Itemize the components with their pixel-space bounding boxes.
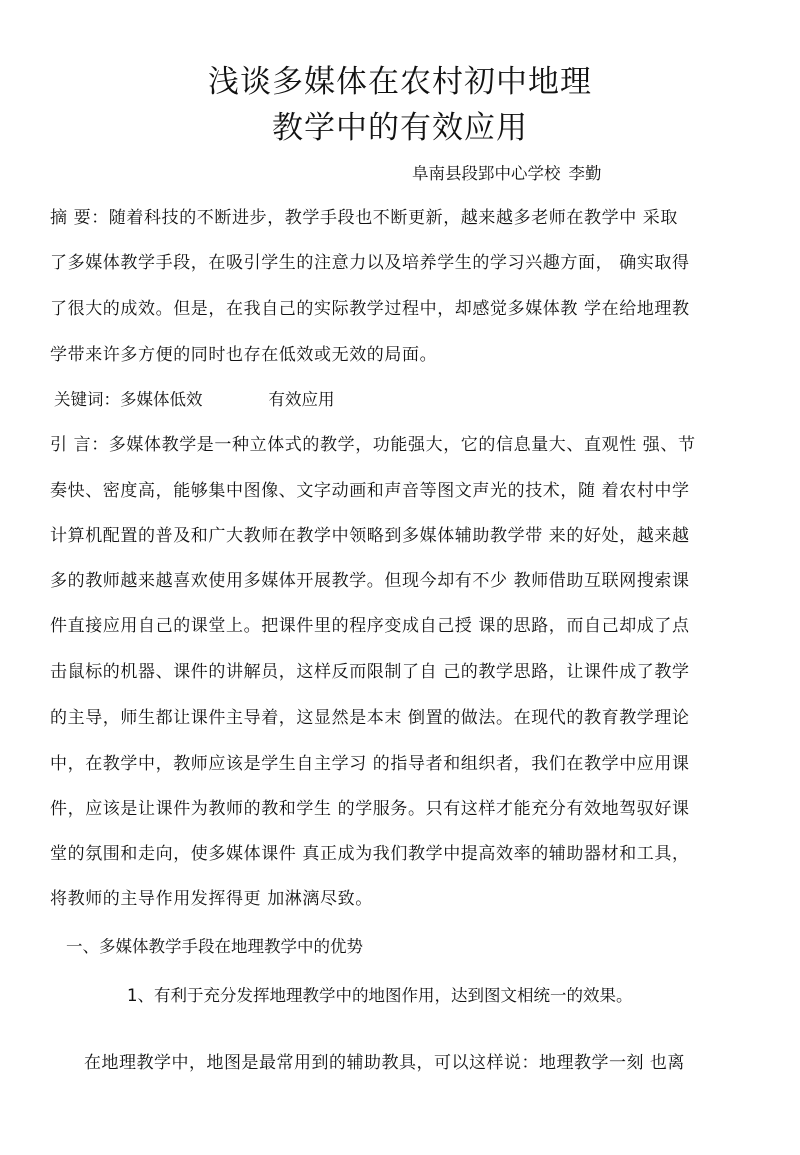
section-heading: 一、多媒体教学手段在地理教学中的优势 xyxy=(66,937,363,956)
intro-line: 的主导，师生都让课件主导着，这显然是本末 倒置的做法。在现代的教育教学理论 xyxy=(50,708,690,728)
intro-line: 引 言：多媒体教学是一种立体式的教学，功能强大，它的信息量大、直观性 强、节 xyxy=(50,435,696,455)
keywords-line xyxy=(54,386,335,410)
intro-line: 件，应该是让课件为教师的教和学生 的学服务。只有这样才能充分有效地驾驭好课 xyxy=(50,799,690,819)
intro-line: 多的教师越来越喜欢使用多媒体开展教学。但现今却有不少 教师借助互联网搜索课 xyxy=(50,571,690,591)
body-paragraph: 在地理教学中，地图是最常用到的辅助教具，可以这样说：地理教学一刻 也离 xyxy=(84,1053,685,1073)
intro-line: 件直接应用自己的课堂上。把课件里的程序变成自己授 课的思路，而自己却成了点 xyxy=(50,616,690,636)
intro-line: 击鼠标的机器、课件的讲解员，这样反而限制了自 己的教学思路，让课件成了教学 xyxy=(50,662,690,682)
keywords-label: 关键词：多媒体低效 xyxy=(54,390,203,409)
author-school: 阜南县段郢中心学校 xyxy=(412,164,561,183)
intro-line: 计算机配置的普及和广大教师在教学中领略到多媒体辅助教学带 来的好处，越来越 xyxy=(50,526,690,546)
subsection-heading: 1、有利于充分发挥地理教学中的地图作用，达到图文相统一的效果。 xyxy=(127,986,633,1005)
abstract-line: 了多媒体教学手段，在吸引学生的注意力以及培养学生的学习兴趣方面， 确实取得 xyxy=(50,253,690,273)
author-name: 李勤 xyxy=(568,164,602,183)
abstract-line: 学带来许多方便的同时也存在低效或无效的局面。 xyxy=(50,345,438,365)
intro-line: 中，在教学中，教师应该是学生自主学习 的指导者和组织者，我们在教学中应用课 xyxy=(50,754,690,774)
title-line-2: 教学中的有效应用 xyxy=(272,110,528,146)
title-line-1: 浅谈多媒体在农村初中地理 xyxy=(208,64,592,100)
abstract-line: 了很大的成效。但是，在我自己的实际教学过程中，却感觉多媒体教 学在给地理教 xyxy=(50,299,690,319)
keyword-2: 有效应用 xyxy=(268,390,335,409)
intro-line: 奏快、密度高，能够集中图像、文字动画和声音等图文声光的技术，随 着农村中学 xyxy=(50,481,690,501)
intro-line: 将教师的主导作用发挥得更 加淋漓尽致。 xyxy=(50,889,373,909)
author-line xyxy=(412,160,602,184)
intro-line: 堂的氛围和走向，使多媒体课件 真正成为我们教学中提高效率的辅助器材和工具， xyxy=(50,844,690,864)
abstract-line: 摘 要：随着科技的不断进步，教学手段也不断更新，越来越多老师在教学中 采取 xyxy=(50,208,679,228)
